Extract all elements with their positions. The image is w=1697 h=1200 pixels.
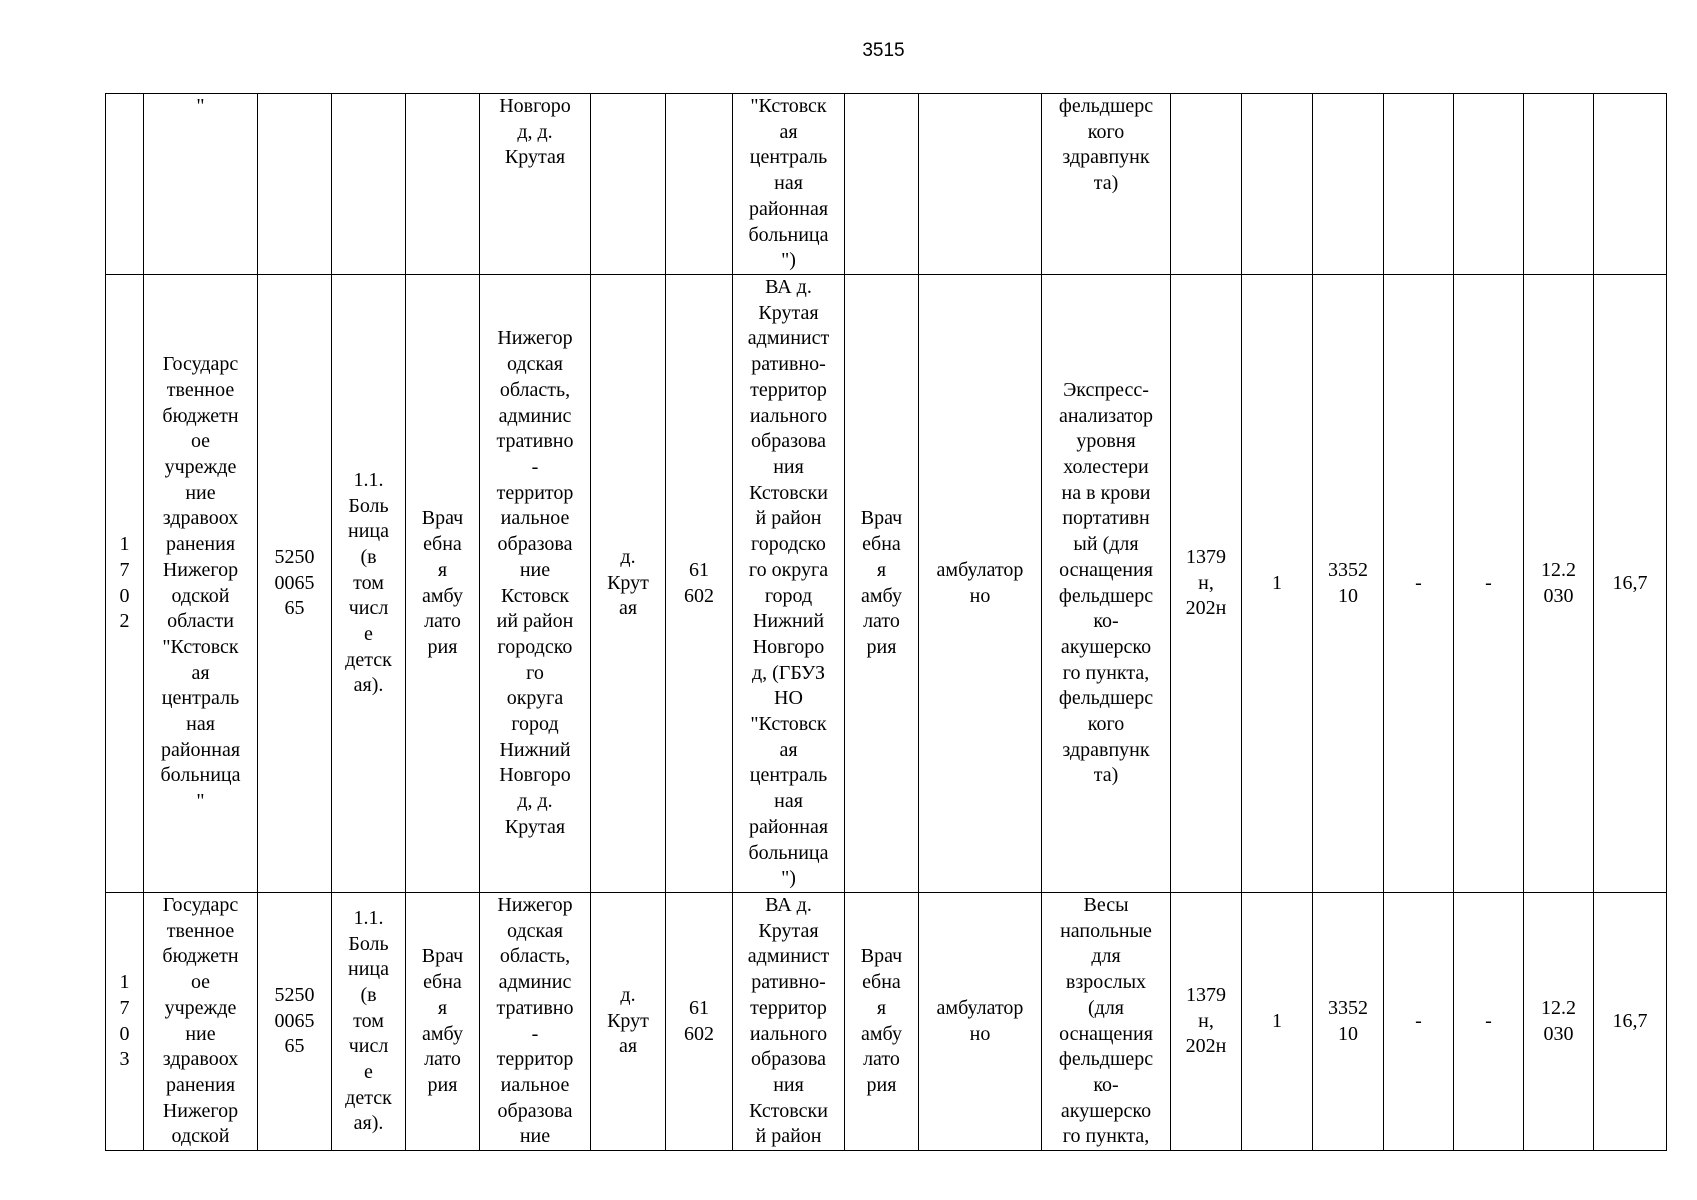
institution-name-cell: Государс твенное бюджетн ое учрежде ние здравоох ранения Нижегор одской <box>144 893 258 1151</box>
dash-cell: - <box>1454 275 1524 893</box>
page-number: 3515 <box>862 40 905 61</box>
address-cell: Новгоро д, д. Крутая <box>480 94 591 275</box>
care-condition-cell: амбулатор но <box>919 275 1042 893</box>
care-condition-cell: амбулатор но <box>919 893 1042 1151</box>
facility-type-cell <box>332 94 406 275</box>
equipment-name-cell: фельдшерс кого здравпунк та) <box>1042 94 1171 275</box>
inn-cell: 5250 0065 65 <box>258 275 332 893</box>
settlement-cell <box>591 94 666 275</box>
inn-cell <box>258 94 332 275</box>
value-cell: 16,7 <box>1594 275 1667 893</box>
dash-cell <box>1454 94 1524 275</box>
date-cell <box>1524 94 1594 275</box>
facility-type-cell: 1.1. Боль ница (в том числ е детск ая). <box>332 275 406 893</box>
dash-cell: - <box>1454 893 1524 1151</box>
code-cell: 61 602 <box>666 893 733 1151</box>
equipment-name-cell: Весы напольные для взрослых (для оснащения фельдшерс ко- акушерско го пункта, <box>1042 893 1171 1151</box>
subdivision-cell: ВА д. Крутая админист ративно- территор иального образова ния Кстовски й район городско го округа город Нижний Новгоро д, (ГБУЗ НО "Кстовск ая централь ная районная больница ") <box>733 275 845 893</box>
unit-type-cell <box>406 94 480 275</box>
address-cell: Нижегор одская область, админис тративно - территор иальное образова ние Кстовск ий район городско го округа город Нижний Новгоро д, д. Крутая <box>480 275 591 893</box>
quantity-cell <box>1242 94 1313 275</box>
dash-cell <box>1384 94 1454 275</box>
order-cell <box>1171 94 1242 275</box>
institution-name-cell: " <box>144 94 258 275</box>
subdivision-type-cell: Врач ебна я амбу лато рия <box>845 893 919 1151</box>
address-cell: Нижегор одская область, админис тративно - территор иальное образова ние <box>480 893 591 1151</box>
row-number-cell <box>106 94 144 275</box>
quantity-cell: 1 <box>1242 275 1313 893</box>
equipment-code-cell: 3352 10 <box>1313 893 1384 1151</box>
equipment-code-cell: 3352 10 <box>1313 275 1384 893</box>
settlement-cell: д. Крут ая <box>591 275 666 893</box>
row-number-cell: 1 7 0 3 <box>106 893 144 1151</box>
dash-cell: - <box>1384 893 1454 1151</box>
table-row <box>106 94 1667 275</box>
order-cell: 1379 н, 202н <box>1171 893 1242 1151</box>
equipment-table <box>105 93 1667 1151</box>
institution-name-cell: Государс твенное бюджетн ое учрежде ние здравоох ранения Нижегор одской области "Кстовск ая централь ная районная больница " <box>144 275 258 893</box>
quantity-cell: 1 <box>1242 893 1313 1151</box>
row-number-cell: 1 7 0 2 <box>106 275 144 893</box>
code-cell: 61 602 <box>666 275 733 893</box>
code-cell <box>666 94 733 275</box>
order-cell: 1379 н, 202н <box>1171 275 1242 893</box>
subdivision-cell: ВА д. Крутая админист ративно- территор иального образова ния Кстовски й район <box>733 893 845 1151</box>
dash-cell: - <box>1384 275 1454 893</box>
unit-type-cell: Врач ебна я амбу лато рия <box>406 275 480 893</box>
equipment-code-cell <box>1313 94 1384 275</box>
date-cell: 12.2 030 <box>1524 893 1594 1151</box>
care-condition-cell <box>919 94 1042 275</box>
inn-cell: 5250 0065 65 <box>258 893 332 1151</box>
unit-type-cell: Врач ебна я амбу лато рия <box>406 893 480 1151</box>
subdivision-cell: "Кстовск ая централь ная районная больница ") <box>733 94 845 275</box>
value-cell <box>1594 94 1667 275</box>
table-row <box>106 893 1667 1151</box>
subdivision-type-cell: Врач ебна я амбу лато рия <box>845 275 919 893</box>
equipment-name-cell: Экспресс- анализатор уровня холестери на в крови портативн ый (для оснащения фельдшерс ко- акушерско го пункта, фельдшерс кого здравпунк та) <box>1042 275 1171 893</box>
facility-type-cell: 1.1. Боль ница (в том числ е детск ая). <box>332 893 406 1151</box>
value-cell: 16,7 <box>1594 893 1667 1151</box>
date-cell: 12.2 030 <box>1524 275 1594 893</box>
subdivision-type-cell <box>845 94 919 275</box>
table-row <box>106 275 1667 893</box>
settlement-cell: д. Крут ая <box>591 893 666 1151</box>
